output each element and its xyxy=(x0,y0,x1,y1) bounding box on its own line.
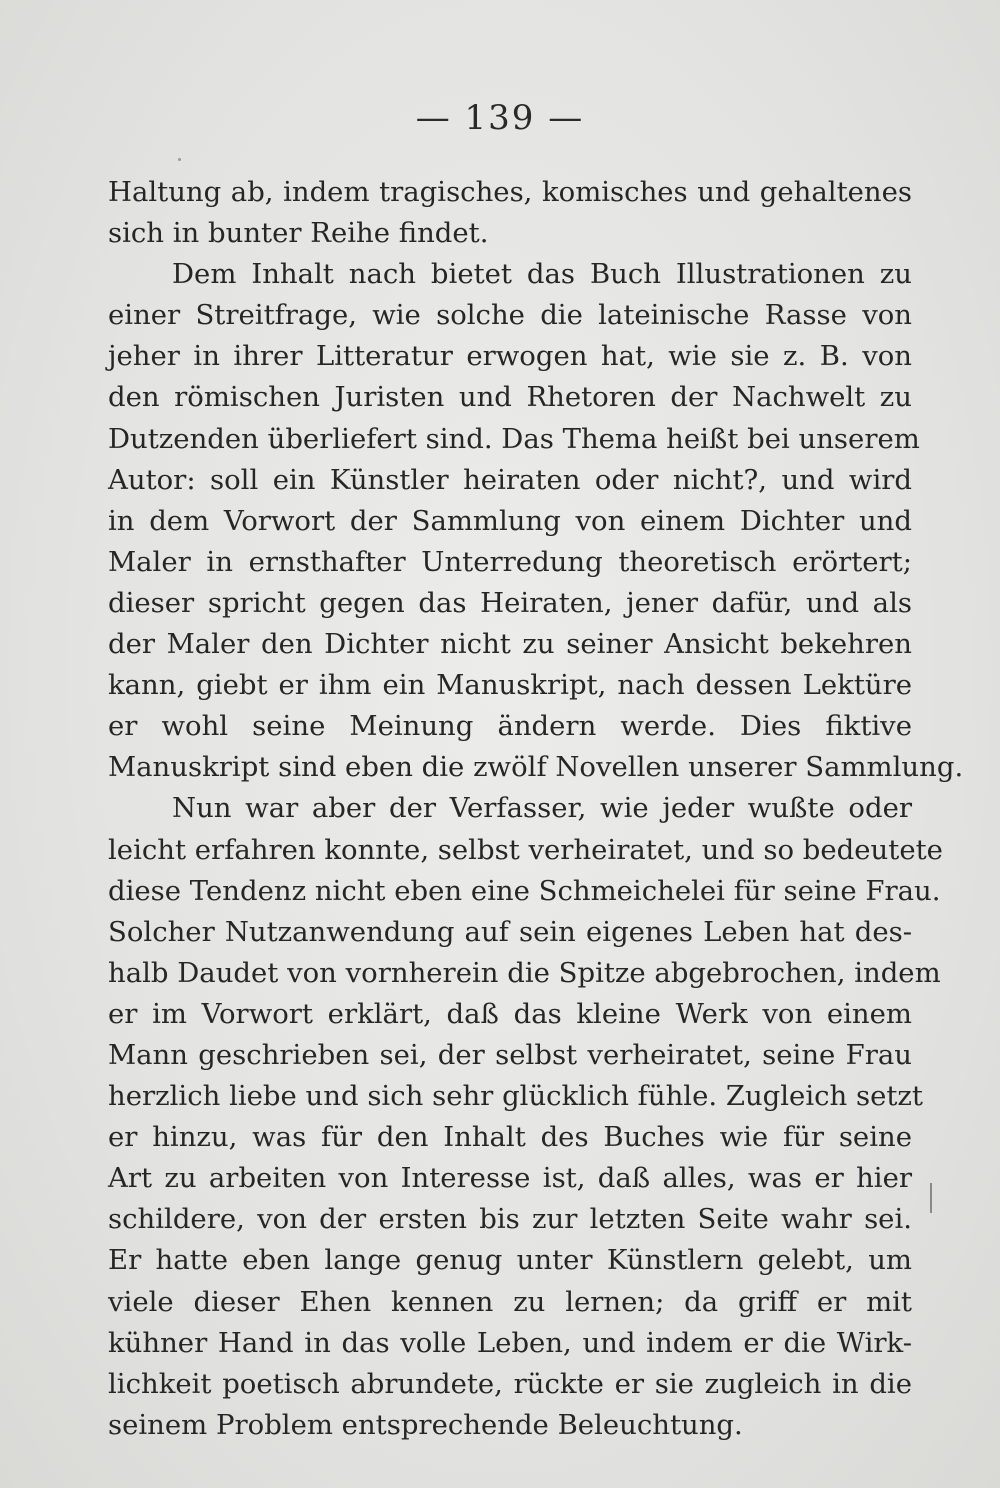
text-line: lichkeit poetisch abrundete, rückte er sie zugleich in die xyxy=(108,1367,912,1400)
text-line: jeher in ihrer Litteratur erwogen hat, wie sie z. B. von xyxy=(108,340,912,373)
body-text xyxy=(108,172,964,1446)
margin-pencil-mark xyxy=(930,1183,932,1213)
text-line: einer Streitfrage, wie solche die lateinische Rasse von xyxy=(108,299,912,332)
text-line: den römischen Juristen und Rhetoren der Nachwelt zu xyxy=(108,381,912,414)
text-line: Nun war aber der Verfasser, wie jeder wußte oder xyxy=(172,792,912,825)
text-line: Autor: soll ein Künstler heiraten oder nicht?, und wird xyxy=(108,463,912,496)
paper-speck xyxy=(178,158,181,161)
text-line: er wohl seine Meinung ändern werde. Dies fiktive xyxy=(108,710,912,743)
text-line: Manuskript sind eben die zwölf Novellen unserer Sammlung. xyxy=(108,751,964,784)
text-line: kühner Hand in das volle Leben, und indem er die Wirk- xyxy=(108,1326,912,1359)
text-line: Dem Inhalt nach bietet das Buch Illustrationen zu xyxy=(172,258,912,291)
text-line: Er hatte eben lange genug unter Künstlern gelebt, um xyxy=(108,1244,912,1277)
text-line: diese Tendenz nicht eben eine Schmeichelei für seine Frau. xyxy=(108,874,941,907)
text-line: viele dieser Ehen kennen zu lernen; da griff er mit xyxy=(108,1285,912,1318)
text-line: Maler in ernsthafter Unterredung theoretisch erörtert; xyxy=(108,545,912,578)
text-line: in dem Vorwort der Sammlung von einem Dichter und xyxy=(108,504,912,537)
text-line: seinem Problem entsprechende Beleuchtung. xyxy=(108,1408,743,1441)
text-line: Dutzenden überliefert sind. Das Thema heißt bei unserem xyxy=(108,422,920,455)
text-line: leicht erfahren konnte, selbst verheiratet, und so bedeutete xyxy=(108,833,943,866)
text-line: Haltung ab, indem tragisches, komisches und gehaltenes xyxy=(108,176,912,208)
text-line: er hinzu, was für den Inhalt des Buches wie für seine xyxy=(108,1121,912,1154)
text-line: der Maler den Dichter nicht zu seiner Ansicht bekehren xyxy=(108,628,912,661)
text-line: er im Vorwort erklärt, daß das kleine Werk von einem xyxy=(108,997,912,1030)
text-line: kann, giebt er ihm ein Manuskript, nach dessen Lektüre xyxy=(108,669,912,702)
text-line: herzlich liebe und sich sehr glücklich fühle. Zugleich setzt xyxy=(108,1080,923,1113)
text-line: dieser spricht gegen das Heiraten, jener dafür, und als xyxy=(108,586,912,619)
text-line: Solcher Nutzanwendung auf sein eigenes Leben hat des- xyxy=(108,915,912,948)
text-line: Art zu arbeiten von Interesse ist, daß alles, was er hier xyxy=(108,1162,912,1195)
text-line: Mann geschrieben sei, der selbst verheiratet, seine Frau xyxy=(108,1038,912,1071)
text-line: sich in bunter Reihe findet. xyxy=(108,217,489,250)
page-number: — 139 — xyxy=(415,98,585,138)
text-line: halb Daudet von vornherein die Spitze abgebrochen, indem xyxy=(108,956,941,989)
text-line: schildere, von der ersten bis zur letzten Seite wahr sei. xyxy=(108,1203,912,1236)
